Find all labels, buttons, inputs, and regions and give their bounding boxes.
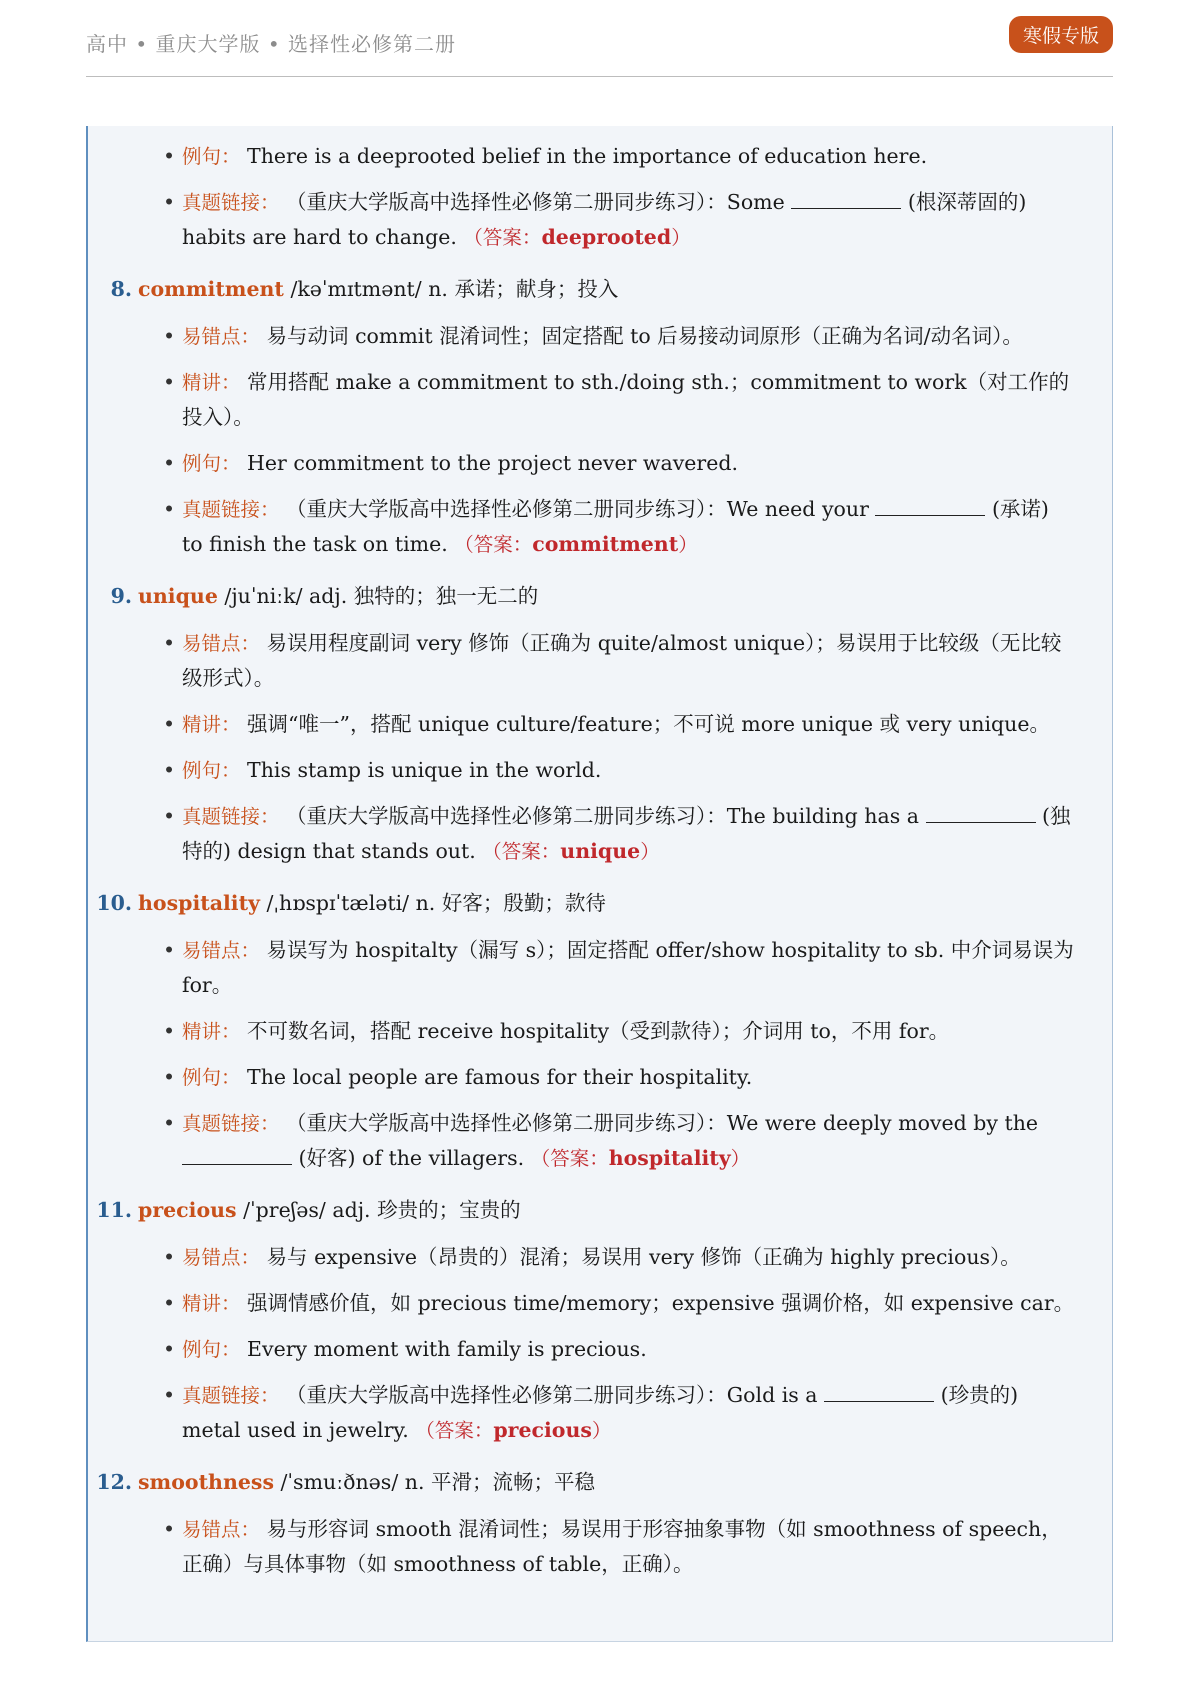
entry-number: 9. [110, 584, 132, 608]
error-item [88, 626, 1112, 696]
answer-blank [791, 190, 901, 209]
error-item [88, 933, 1112, 1003]
error-label: 易错点： [182, 939, 261, 962]
example-label: 例句： [182, 145, 241, 168]
example-text: Every moment with family is precious. [247, 1337, 647, 1361]
exam-text-post: (独特的) design that stands out. [182, 804, 1071, 863]
error-item [88, 1240, 1112, 1275]
example-item [88, 753, 1112, 788]
entry-definition: /ˌhɒspɪˈtæləti/ n. 好客；殷勤；款待 [266, 891, 606, 915]
exam-label: 真题链接： [182, 805, 280, 828]
exam-label: 真题链接： [182, 1384, 280, 1407]
entry-word: unique [138, 584, 218, 608]
entry-definition: /ˈpreʃəs/ adj. 珍贵的；宝贵的 [243, 1198, 521, 1222]
entry-heading [88, 1464, 1112, 1500]
example-label: 例句： [182, 759, 241, 782]
exam-item [88, 1378, 1112, 1448]
explain-item [88, 1286, 1112, 1321]
entry-definition: /ˈsmuːðnəs/ n. 平滑；流畅；平稳 [280, 1470, 595, 1494]
example-item [88, 139, 1112, 174]
entry-word: hospitality [138, 891, 260, 915]
explain-item [88, 707, 1112, 742]
answer: （答案：commitment） [454, 532, 698, 556]
error-text: 易与形容词 smooth 混淆词性；易误用于形容抽象事物（如 smoothness of speech，正确）与具体事物（如 smoothness of table，正确）。 [182, 1517, 1062, 1576]
explain-label: 精讲： [182, 371, 241, 394]
exam-text-pre: （重庆大学版高中选择性必修第二册同步练习）：The building has a [286, 804, 919, 828]
answer-blank [182, 1146, 292, 1165]
exam-item [88, 799, 1112, 869]
entry-number: 8. [110, 277, 132, 301]
entry-heading [88, 271, 1112, 307]
entry-word: commitment [138, 277, 284, 301]
example-text: The local people are famous for their hospitality. [247, 1065, 753, 1089]
error-label: 易错点： [182, 1246, 261, 1269]
exam-text-post: (承诺) to finish the task on time. [182, 497, 1049, 556]
example-text: There is a deeprooted belief in the importance of education here. [247, 144, 928, 168]
entry-details [88, 933, 1112, 1176]
entry-heading [88, 578, 1112, 614]
entry-word: smoothness [138, 1470, 274, 1494]
example-text: This stamp is unique in the world. [247, 758, 602, 782]
entry-number: 10. [96, 891, 132, 915]
example-text: Her commitment to the project never wavered. [247, 451, 738, 475]
exam-item [88, 1106, 1112, 1176]
exam-text-post: (根深蒂固的) habits are hard to change. [182, 190, 1027, 249]
error-label: 易错点： [182, 632, 261, 655]
exam-text-pre: （重庆大学版高中选择性必修第二册同步练习）：Some [286, 190, 785, 214]
explain-label: 精讲： [182, 1292, 241, 1315]
exam-text-pre: （重庆大学版高中选择性必修第二册同步练习）：We were deeply moved by the [286, 1111, 1039, 1135]
entry-details [88, 1240, 1112, 1448]
example-item [88, 446, 1112, 481]
explain-text: 不可数名词，搭配 receive hospitality（受到款待）；介词用 to，不用 for。 [247, 1019, 950, 1043]
entry-details [88, 1512, 1112, 1582]
error-text: 易误用程度副词 very 修饰（正确为 quite/almost unique）；易误用于比较级（无比较级形式）。 [182, 631, 1062, 690]
page-title: 高中 • 重庆大学版 • 选择性必修第二册 [86, 32, 457, 56]
entry-word: precious [138, 1198, 237, 1222]
exam-label: 真题链接： [182, 498, 280, 521]
exam-item [88, 492, 1112, 562]
example-label: 例句： [182, 452, 241, 475]
error-text: 易误写为 hospitalty（漏写 s）；固定搭配 offer/show hospitality to sb. 中介词易误为 for。 [182, 938, 1074, 997]
exam-label: 真题链接： [182, 191, 280, 214]
explain-label: 精讲： [182, 1020, 241, 1043]
answer-blank [875, 497, 985, 516]
exam-text-post: (好客) of the villagers. [298, 1146, 525, 1170]
explain-item [88, 365, 1112, 435]
entry-number: 11. [96, 1198, 132, 1222]
answer: （答案：hospitality） [530, 1146, 751, 1170]
entry-heading [88, 885, 1112, 921]
page-header [86, 0, 1113, 77]
example-item [88, 1332, 1112, 1367]
answer-blank [824, 1383, 934, 1402]
entry-definition: /kəˈmɪtmənt/ n. 承诺；献身；投入 [290, 277, 619, 301]
content-panel [86, 126, 1113, 1642]
answer-blank [926, 804, 1036, 823]
exam-text-post: (珍贵的) metal used in jewelry. [182, 1383, 1019, 1442]
answer: （答案：precious） [415, 1418, 612, 1442]
entry-details [88, 626, 1112, 869]
exam-item [88, 185, 1112, 255]
error-item [88, 319, 1112, 354]
entry-definition: /juˈniːk/ adj. 独特的；独一无二的 [224, 584, 539, 608]
exam-text-pre: （重庆大学版高中选择性必修第二册同步练习）：Gold is a [286, 1383, 818, 1407]
explain-text: 常用搭配 make a commitment to sth./doing sth.；commitment to work（对工作的投入）。 [182, 370, 1070, 429]
error-text: 易与动词 commit 混淆词性；固定搭配 to 后易接动词原形（正确为名词/动名词）。 [266, 324, 1023, 348]
explain-label: 精讲： [182, 713, 241, 736]
explain-item [88, 1014, 1112, 1049]
error-label: 易错点： [182, 325, 261, 348]
exam-text-pre: （重庆大学版高中选择性必修第二册同步练习）：We need your [286, 497, 869, 521]
edition-badge: 寒假专版 [1009, 16, 1113, 53]
entry-heading [88, 1192, 1112, 1228]
explain-text: 强调情感价值，如 precious time/memory；expensive 强调价格，如 expensive car。 [247, 1291, 1075, 1315]
entry-details [88, 319, 1112, 562]
answer: （答案：deeprooted） [463, 225, 691, 249]
error-label: 易错点： [182, 1518, 261, 1541]
entry-number: 12. [96, 1470, 132, 1494]
carry-over-list [88, 139, 1112, 255]
example-label: 例句： [182, 1338, 241, 1361]
example-label: 例句： [182, 1066, 241, 1089]
example-item [88, 1060, 1112, 1095]
error-item [88, 1512, 1112, 1582]
answer: （答案：unique） [482, 839, 660, 863]
explain-text: 强调“唯一”，搭配 unique culture/feature；不可说 more unique 或 very unique。 [247, 712, 1051, 736]
exam-label: 真题链接： [182, 1112, 280, 1135]
error-text: 易与 expensive（昂贵的）混淆；易误用 very 修饰（正确为 highly precious）。 [266, 1245, 1021, 1269]
